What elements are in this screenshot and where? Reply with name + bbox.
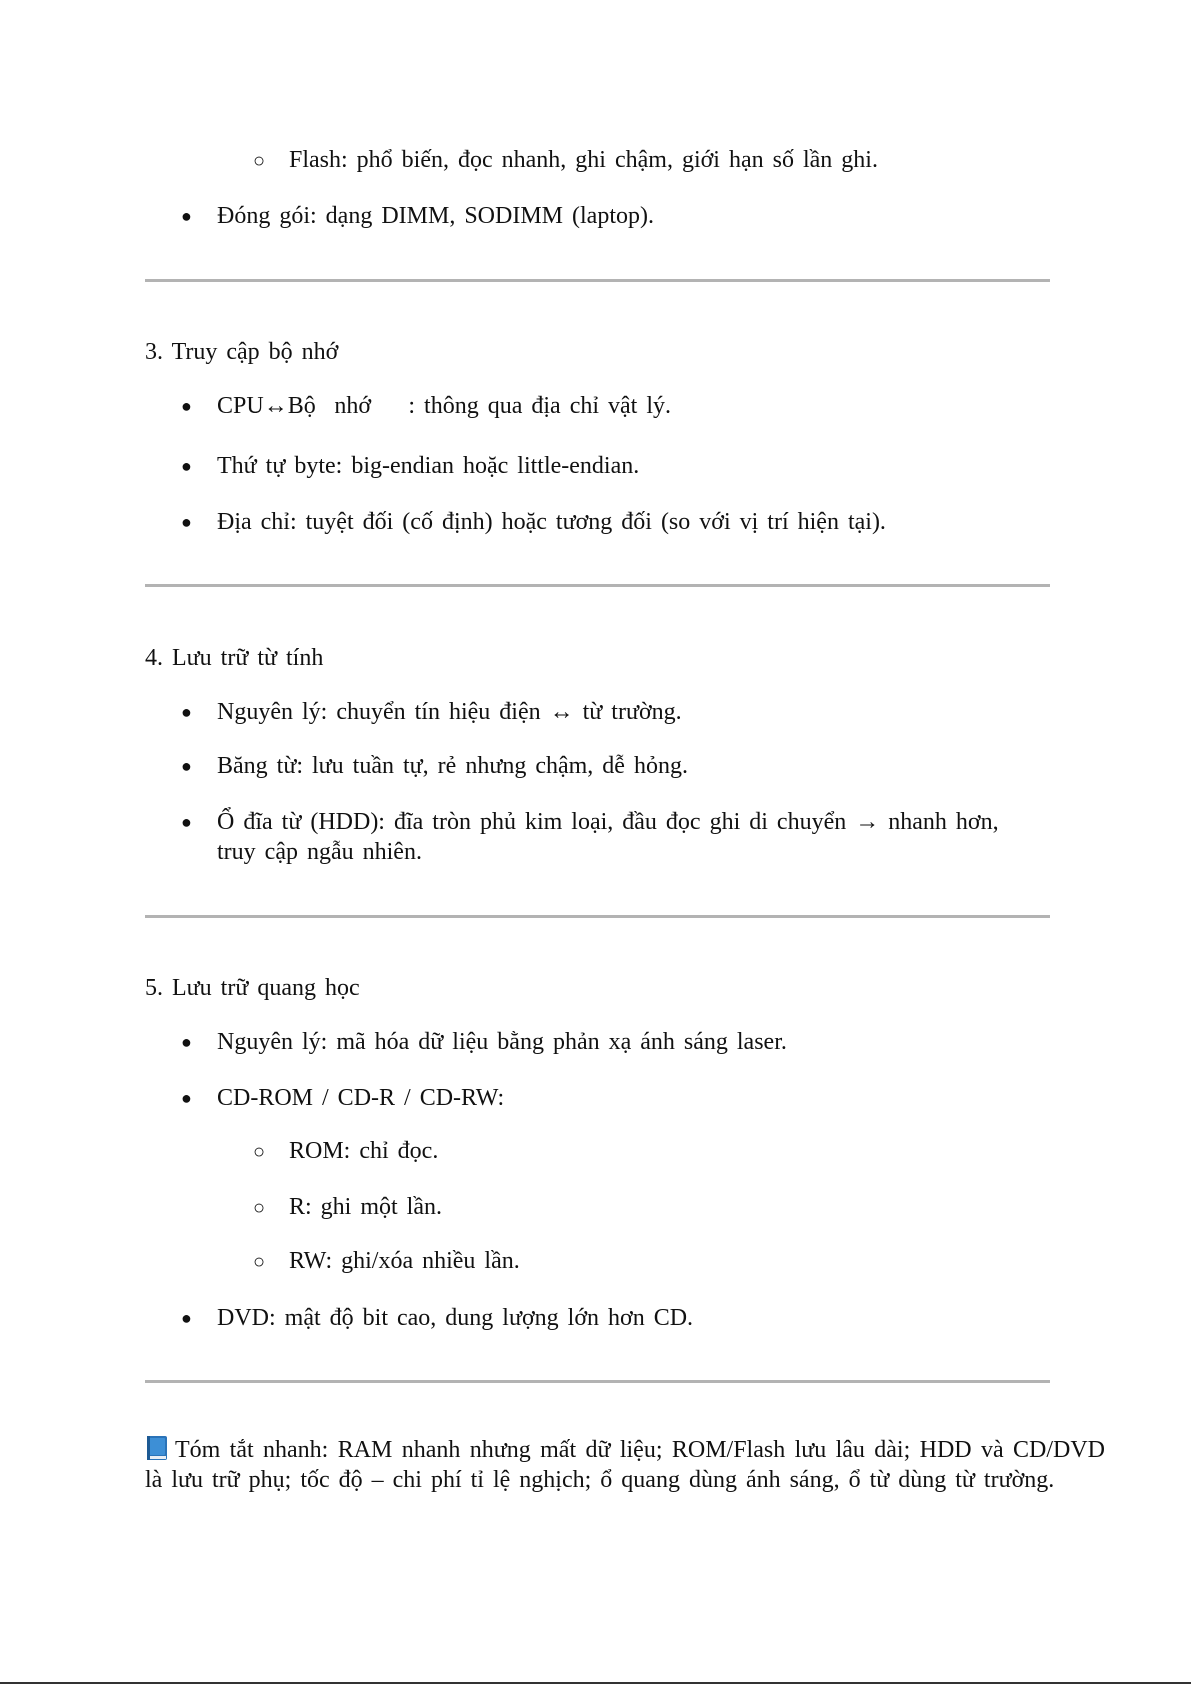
section-heading-3: 3. Truy cập bộ nhớ <box>145 339 339 365</box>
section-heading-5: 5. Lưu trữ quang học <box>145 975 360 1001</box>
bullet-circle: ○ <box>253 1197 266 1219</box>
bullet-dot: ● <box>181 456 192 476</box>
horizontal-rule <box>145 279 1050 282</box>
bullet-dot: ● <box>181 396 192 416</box>
list-item: Nguyên lý: chuyển tín hiệu điện ↔ từ trường. <box>217 699 682 725</box>
bullet-dot: ● <box>181 1088 192 1108</box>
list-item-flash: Flash: phổ biến, đọc nhanh, ghi chậm, giới hạn số lần ghi. <box>289 147 878 173</box>
book-icon-svg <box>145 1435 169 1461</box>
page-bottom-border <box>0 1682 1191 1684</box>
bullet-dot: ● <box>181 206 192 226</box>
bullet-dot: ● <box>181 1032 192 1052</box>
bullet-dot: ● <box>181 512 192 532</box>
list-item-continuation: truy cập ngẫu nhiên. <box>217 839 422 865</box>
sub-list-item: RW: ghi/xóa nhiều lần. <box>289 1248 520 1274</box>
list-item: DVD: mật độ bit cao, dung lượng lớn hơn CD. <box>217 1305 694 1331</box>
list-item: Địa chỉ: tuyệt đối (cố định) hoặc tương đối (so với vị trí hiện tại). <box>217 509 886 535</box>
horizontal-rule <box>145 584 1050 587</box>
bullet-circle: ○ <box>253 150 266 172</box>
bullet-dot: ● <box>181 756 192 776</box>
list-item: Băng từ: lưu tuần tự, rẻ nhưng chậm, dễ hỏng. <box>217 753 688 779</box>
summary-text: Tóm tắt nhanh: RAM nhanh nhưng mất dữ liệu; ROM/Flash lưu lâu dài; HDD và CD/DVD là lưu trữ phụ; tốc độ – chi phí tỉ lệ nghịch; ổ quang dùng ánh sáng, ổ từ dùng từ trường. <box>145 1437 1105 1493</box>
list-item-packaging: Đóng gói: dạng DIMM, SODIMM (laptop). <box>217 203 654 229</box>
bullet-circle: ○ <box>253 1251 266 1273</box>
bullet-dot: ● <box>181 1308 192 1328</box>
list-item: Nguyên lý: mã hóa dữ liệu bằng phản xạ ánh sáng laser. <box>217 1029 787 1055</box>
summary-paragraph <box>145 1435 1105 1495</box>
bullet-dot: ● <box>181 812 192 832</box>
section-heading-4: 4. Lưu trữ từ tính <box>145 645 324 671</box>
bullet-circle: ○ <box>253 1141 266 1163</box>
list-item: Ổ đĩa từ (HDD): đĩa tròn phủ kim loại, đầu đọc ghi di chuyển → nhanh hơn, <box>217 809 999 835</box>
book-icon <box>145 1435 169 1461</box>
sub-list-item: R: ghi một lần. <box>289 1194 442 1220</box>
list-item: CD-ROM / CD-R / CD-RW: <box>217 1085 505 1111</box>
horizontal-rule <box>145 1380 1050 1383</box>
sub-list-item: ROM: chỉ đọc. <box>289 1138 439 1164</box>
bullet-dot: ● <box>181 702 192 722</box>
horizontal-rule <box>145 915 1050 918</box>
list-item: Thứ tự byte: big-endian hoặc little-endian. <box>217 453 640 479</box>
list-item: CPU↔Bộ nhớ  : thông qua địa chỉ vật lý. <box>217 393 672 419</box>
